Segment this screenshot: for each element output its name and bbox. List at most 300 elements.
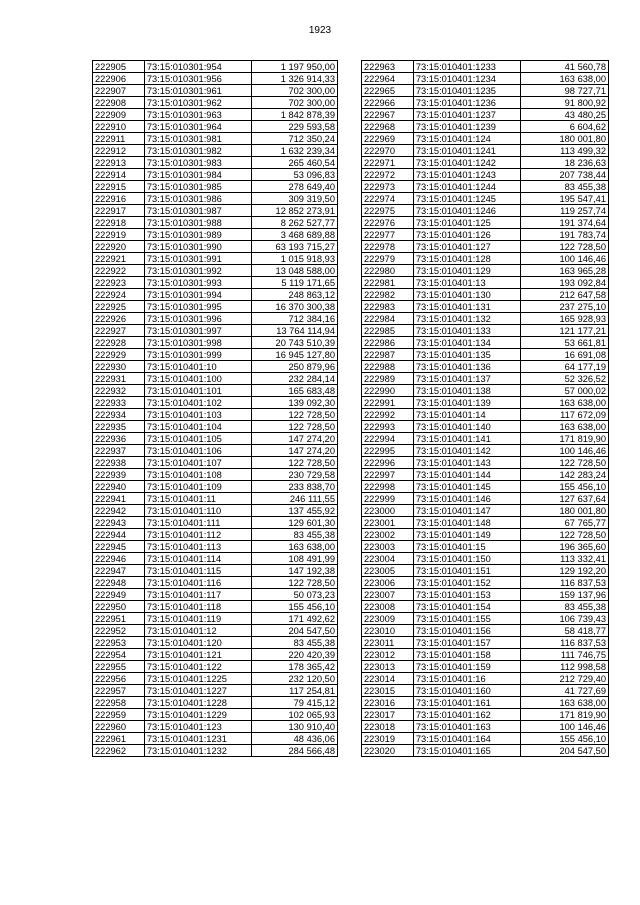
cadastral-value: 1 326 914,33	[251, 73, 337, 85]
row-number: 222959	[93, 709, 145, 721]
cadastral-number: 73:15:010401:1228	[144, 697, 251, 709]
table-row	[362, 733, 609, 745]
cadastral-number: 73:15:010401:139	[413, 397, 520, 409]
cadastral-value: 193 092,84	[520, 277, 608, 289]
table-row	[93, 481, 338, 493]
cadastral-value: 237 275,10	[520, 301, 608, 313]
row-number: 223004	[362, 553, 414, 565]
cadastral-value: 1 015 918,93	[251, 253, 337, 265]
row-number: 222927	[93, 325, 145, 337]
table-row	[93, 265, 338, 277]
cadastral-value: 163 965,28	[520, 265, 608, 277]
table-row	[93, 553, 338, 565]
row-number: 223011	[362, 637, 414, 649]
cadastral-number: 73:15:010301:983	[144, 157, 251, 169]
cadastral-table-right-body	[362, 61, 609, 757]
row-number: 222923	[93, 277, 145, 289]
cadastral-number: 73:15:010401:115	[144, 565, 251, 577]
cadastral-value: 246 111,55	[251, 493, 337, 505]
cadastral-value: 83 455,38	[251, 529, 337, 541]
table-row	[93, 529, 338, 541]
page-number: 1923	[308, 25, 332, 36]
cadastral-value: 165 928,93	[520, 313, 608, 325]
cadastral-number: 73:15:010301:994	[144, 289, 251, 301]
cadastral-value: 163 638,00	[520, 421, 608, 433]
row-number: 222990	[362, 385, 414, 397]
cadastral-table-left-body	[93, 61, 338, 757]
cadastral-value: 309 319,50	[251, 193, 337, 205]
cadastral-value: 122 728,50	[520, 241, 608, 253]
table-row	[93, 601, 338, 613]
table-row	[93, 241, 338, 253]
cadastral-number: 73:15:010301:998	[144, 337, 251, 349]
cadastral-value: 63 193 715,27	[251, 241, 337, 253]
cadastral-number: 73:15:010401:128	[413, 253, 520, 265]
table-row	[93, 517, 338, 529]
row-number: 222950	[93, 601, 145, 613]
table-row	[362, 349, 609, 361]
cadastral-number: 73:15:010401:108	[144, 469, 251, 481]
cadastral-number: 73:15:010401:156	[413, 625, 520, 637]
table-row	[362, 61, 609, 73]
table-row	[93, 565, 338, 577]
cadastral-number: 73:15:010401:146	[413, 493, 520, 505]
row-number: 222917	[93, 205, 145, 217]
table-row	[362, 397, 609, 409]
row-number: 222960	[93, 721, 145, 733]
table-row	[362, 577, 609, 589]
cadastral-value: 3 468 689,88	[251, 229, 337, 241]
cadastral-number: 73:15:010401:103	[144, 409, 251, 421]
cadastral-value: 137 455,92	[251, 505, 337, 517]
row-number: 222943	[93, 517, 145, 529]
cadastral-number: 73:15:010401:126	[413, 229, 520, 241]
row-number: 222962	[93, 745, 145, 757]
table-row	[362, 445, 609, 457]
cadastral-table-right	[361, 60, 609, 757]
table-row	[362, 289, 609, 301]
table-row	[93, 133, 338, 145]
cadastral-value: 13 048 588,00	[251, 265, 337, 277]
cadastral-value: 100 146,46	[520, 721, 608, 733]
row-number: 223006	[362, 577, 414, 589]
row-number: 222910	[93, 121, 145, 133]
table-row	[362, 553, 609, 565]
row-number: 223013	[362, 661, 414, 673]
row-number: 222997	[362, 469, 414, 481]
table-row	[93, 253, 338, 265]
cadastral-value: 64 177,19	[520, 361, 608, 373]
table-row	[362, 229, 609, 241]
cadastral-value: 165 683,48	[251, 385, 337, 397]
cadastral-value: 122 728,50	[520, 529, 608, 541]
cadastral-number: 73:15:010401:1242	[413, 157, 520, 169]
cadastral-number: 73:15:010401:120	[144, 637, 251, 649]
cadastral-value: 108 491,99	[251, 553, 337, 565]
table-row	[362, 205, 609, 217]
row-number: 223000	[362, 505, 414, 517]
cadastral-value: 57 000,02	[520, 385, 608, 397]
cadastral-number: 73:15:010401:145	[413, 481, 520, 493]
row-number: 222963	[362, 61, 414, 73]
row-number: 222918	[93, 217, 145, 229]
cadastral-value: 91 800,92	[520, 97, 608, 109]
table-row	[93, 337, 338, 349]
cadastral-value: 98 727,71	[520, 85, 608, 97]
cadastral-value: 113 332,41	[520, 553, 608, 565]
table-row	[93, 445, 338, 457]
table-row	[93, 361, 338, 373]
cadastral-value: 113 499,32	[520, 145, 608, 157]
cadastral-number: 73:15:010401:165	[413, 745, 520, 757]
cadastral-number: 73:15:010301:995	[144, 301, 251, 313]
row-number: 222957	[93, 685, 145, 697]
cadastral-number: 73:15:010401:106	[144, 445, 251, 457]
cadastral-number: 73:15:010401:161	[413, 697, 520, 709]
cadastral-value: 248 863,12	[251, 289, 337, 301]
table-row	[362, 253, 609, 265]
row-number: 222931	[93, 373, 145, 385]
cadastral-number: 73:15:010401:157	[413, 637, 520, 649]
cadastral-number: 73:15:010401:124	[413, 133, 520, 145]
cadastral-value: 147 274,20	[251, 433, 337, 445]
cadastral-value: 1 197 950,00	[251, 61, 337, 73]
cadastral-number: 73:15:010401:100	[144, 373, 251, 385]
row-number: 222932	[93, 385, 145, 397]
cadastral-number: 73:15:010301:961	[144, 85, 251, 97]
cadastral-value: 139 092,30	[251, 397, 337, 409]
cadastral-number: 73:15:010301:984	[144, 169, 251, 181]
cadastral-number: 73:15:010301:991	[144, 253, 251, 265]
cadastral-number: 73:15:010401:1234	[413, 73, 520, 85]
row-number: 222968	[362, 121, 414, 133]
cadastral-value: 112 998,58	[520, 661, 608, 673]
cadastral-number: 73:15:010301:997	[144, 325, 251, 337]
row-number: 222916	[93, 193, 145, 205]
cadastral-number: 73:15:010401:1232	[144, 745, 251, 757]
table-row	[362, 673, 609, 685]
table-row	[362, 529, 609, 541]
cadastral-value: 41 727,69	[520, 685, 608, 697]
table-row	[362, 301, 609, 313]
cadastral-number: 73:15:010401:1227	[144, 685, 251, 697]
cadastral-number: 73:15:010401:12	[144, 625, 251, 637]
cadastral-number: 73:15:010401:1225	[144, 673, 251, 685]
row-number: 222948	[93, 577, 145, 589]
row-number: 222942	[93, 505, 145, 517]
cadastral-number: 73:15:010401:130	[413, 289, 520, 301]
row-number: 222964	[362, 73, 414, 85]
row-number: 222944	[93, 529, 145, 541]
row-number: 222956	[93, 673, 145, 685]
cadastral-value: 702 300,00	[251, 85, 337, 97]
cadastral-value: 122 728,50	[251, 409, 337, 421]
row-number: 223017	[362, 709, 414, 721]
table-row	[362, 433, 609, 445]
table-row	[362, 241, 609, 253]
table-row	[362, 685, 609, 697]
table-row	[93, 61, 338, 73]
cadastral-value: 117 254,81	[251, 685, 337, 697]
cadastral-number: 73:15:010301:956	[144, 73, 251, 85]
table-row	[362, 589, 609, 601]
cadastral-value: 67 765,77	[520, 517, 608, 529]
cadastral-value: 712 384,16	[251, 313, 337, 325]
cadastral-number: 73:15:010401:163	[413, 721, 520, 733]
table-row	[93, 661, 338, 673]
cadastral-number: 73:15:010301:989	[144, 229, 251, 241]
row-number: 222954	[93, 649, 145, 661]
table-row	[93, 589, 338, 601]
cadastral-number: 73:15:010301:996	[144, 313, 251, 325]
row-number: 222911	[93, 133, 145, 145]
cadastral-number: 73:15:010401:133	[413, 325, 520, 337]
cadastral-number: 73:15:010401:123	[144, 721, 251, 733]
cadastral-value: 163 638,00	[520, 73, 608, 85]
cadastral-value: 250 879,96	[251, 361, 337, 373]
table-row	[93, 205, 338, 217]
cadastral-number: 73:15:010401:136	[413, 361, 520, 373]
row-number: 222977	[362, 229, 414, 241]
row-number: 222972	[362, 169, 414, 181]
cadastral-value: 232 284,14	[251, 373, 337, 385]
table-row	[93, 217, 338, 229]
table-row	[93, 457, 338, 469]
cadastral-number: 73:15:010401:11	[144, 493, 251, 505]
cadastral-value: 117 672,09	[520, 409, 608, 421]
table-row	[362, 133, 609, 145]
cadastral-number: 73:15:010401:127	[413, 241, 520, 253]
cadastral-number: 73:15:010401:137	[413, 373, 520, 385]
cadastral-number: 73:15:010401:111	[144, 517, 251, 529]
cadastral-value: 6 604,62	[520, 121, 608, 133]
cadastral-value: 284 566,48	[251, 745, 337, 757]
row-number: 222955	[93, 661, 145, 673]
table-row	[93, 97, 338, 109]
row-number: 222983	[362, 301, 414, 313]
row-number: 222978	[362, 241, 414, 253]
row-number: 222906	[93, 73, 145, 85]
table-row	[93, 145, 338, 157]
cadastral-value: 155 456,10	[520, 481, 608, 493]
row-number: 222905	[93, 61, 145, 73]
table-row	[93, 421, 338, 433]
cadastral-value: 18 236,63	[520, 157, 608, 169]
cadastral-value: 16 370 300,38	[251, 301, 337, 313]
row-number: 222991	[362, 397, 414, 409]
row-number: 222952	[93, 625, 145, 637]
table-row	[93, 541, 338, 553]
cadastral-number: 73:15:010401:121	[144, 649, 251, 661]
cadastral-value: 163 638,00	[251, 541, 337, 553]
row-number: 222922	[93, 265, 145, 277]
row-number: 222985	[362, 325, 414, 337]
cadastral-value: 116 837,53	[520, 637, 608, 649]
cadastral-number: 73:15:010301:988	[144, 217, 251, 229]
row-number: 222981	[362, 277, 414, 289]
table-row	[362, 337, 609, 349]
table-row	[362, 145, 609, 157]
row-number: 223019	[362, 733, 414, 745]
row-number: 223018	[362, 721, 414, 733]
table-row	[362, 277, 609, 289]
table-row	[93, 493, 338, 505]
cadastral-number: 73:15:010301:985	[144, 181, 251, 193]
table-row	[362, 709, 609, 721]
table-row	[93, 85, 338, 97]
cadastral-number: 73:15:010401:1231	[144, 733, 251, 745]
table-row	[93, 277, 338, 289]
cadastral-value: 121 177,21	[520, 325, 608, 337]
table-row	[362, 409, 609, 421]
table-row	[362, 661, 609, 673]
row-number: 223001	[362, 517, 414, 529]
cadastral-value: 180 001,80	[520, 133, 608, 145]
cadastral-number: 73:15:010301:964	[144, 121, 251, 133]
row-number: 223003	[362, 541, 414, 553]
cadastral-number: 73:15:010401:154	[413, 601, 520, 613]
table-row	[93, 121, 338, 133]
table-row	[362, 421, 609, 433]
cadastral-value: 16 945 127,80	[251, 349, 337, 361]
cadastral-number: 73:15:010401:159	[413, 661, 520, 673]
cadastral-value: 1 842 878,39	[251, 109, 337, 121]
cadastral-value: 212 729,40	[520, 673, 608, 685]
row-number: 222989	[362, 373, 414, 385]
cadastral-value: 129 601,30	[251, 517, 337, 529]
row-number: 222980	[362, 265, 414, 277]
cadastral-number: 73:15:010401:149	[413, 529, 520, 541]
cadastral-value: 207 738,44	[520, 169, 608, 181]
row-number: 222907	[93, 85, 145, 97]
cadastral-number: 73:15:010401:151	[413, 565, 520, 577]
cadastral-number: 73:15:010401:107	[144, 457, 251, 469]
row-number: 223005	[362, 565, 414, 577]
table-row	[93, 385, 338, 397]
cadastral-value: 191 374,64	[520, 217, 608, 229]
cadastral-value: 147 274,20	[251, 445, 337, 457]
cadastral-value: 16 691,08	[520, 349, 608, 361]
cadastral-value: 43 480,25	[520, 109, 608, 121]
row-number: 223016	[362, 697, 414, 709]
cadastral-number: 73:15:010401:131	[413, 301, 520, 313]
cadastral-value: 119 257,74	[520, 205, 608, 217]
cadastral-value: 196 365,60	[520, 541, 608, 553]
cadastral-value: 232 120,50	[251, 673, 337, 685]
table-row	[93, 469, 338, 481]
row-number: 222933	[93, 397, 145, 409]
cadastral-value: 100 146,46	[520, 253, 608, 265]
table-row	[93, 301, 338, 313]
table-row	[93, 613, 338, 625]
cadastral-number: 73:15:010401:152	[413, 577, 520, 589]
cadastral-number: 73:15:010401:119	[144, 613, 251, 625]
row-number: 222936	[93, 433, 145, 445]
cadastral-value: 13 764 114,94	[251, 325, 337, 337]
cadastral-number: 73:15:010401:148	[413, 517, 520, 529]
row-number: 222993	[362, 421, 414, 433]
table-row	[362, 565, 609, 577]
table-row	[362, 385, 609, 397]
cadastral-value: 122 728,50	[251, 421, 337, 433]
cadastral-number: 73:15:010401:142	[413, 445, 520, 457]
cadastral-value: 122 728,50	[251, 577, 337, 589]
cadastral-value: 195 547,41	[520, 193, 608, 205]
table-row	[362, 613, 609, 625]
cadastral-number: 73:15:010401:109	[144, 481, 251, 493]
table-row	[362, 217, 609, 229]
cadastral-value: 53 096,83	[251, 169, 337, 181]
cadastral-number: 73:15:010301:981	[144, 133, 251, 145]
table-row	[93, 433, 338, 445]
table-row	[93, 349, 338, 361]
cadastral-number: 73:15:010401:162	[413, 709, 520, 721]
table-row	[93, 109, 338, 121]
cadastral-value: 265 460,54	[251, 157, 337, 169]
row-number: 222939	[93, 469, 145, 481]
row-number: 222938	[93, 457, 145, 469]
row-number: 222941	[93, 493, 145, 505]
row-number: 222979	[362, 253, 414, 265]
cadastral-number: 73:15:010401:1243	[413, 169, 520, 181]
cadastral-value: 5 119 171,65	[251, 277, 337, 289]
row-number: 222945	[93, 541, 145, 553]
cadastral-number: 73:15:010401:118	[144, 601, 251, 613]
cadastral-value: 702 300,00	[251, 97, 337, 109]
cadastral-number: 73:15:010301:987	[144, 205, 251, 217]
table-row	[362, 85, 609, 97]
cadastral-value: 155 456,10	[251, 601, 337, 613]
cadastral-number: 73:15:010401:140	[413, 421, 520, 433]
table-row	[93, 229, 338, 241]
row-number: 222973	[362, 181, 414, 193]
cadastral-number: 73:15:010401:101	[144, 385, 251, 397]
row-number: 222919	[93, 229, 145, 241]
cadastral-number: 73:15:010401:1236	[413, 97, 520, 109]
table-row	[93, 193, 338, 205]
cadastral-value: 12 852 273,91	[251, 205, 337, 217]
cadastral-value: 204 547,50	[251, 625, 337, 637]
table-row	[362, 265, 609, 277]
table-row	[93, 181, 338, 193]
row-number: 223014	[362, 673, 414, 685]
table-row	[362, 601, 609, 613]
cadastral-number: 73:15:010401:143	[413, 457, 520, 469]
row-number: 222935	[93, 421, 145, 433]
table-row	[362, 505, 609, 517]
cadastral-number: 73:15:010401:104	[144, 421, 251, 433]
cadastral-value: 129 192,20	[520, 565, 608, 577]
cadastral-value: 53 661,81	[520, 337, 608, 349]
table-row	[93, 157, 338, 169]
cadastral-value: 122 728,50	[520, 457, 608, 469]
table-row	[93, 733, 338, 745]
table-row	[362, 517, 609, 529]
cadastral-value: 171 819,90	[520, 709, 608, 721]
table-row	[362, 157, 609, 169]
cadastral-value: 116 837,53	[520, 577, 608, 589]
cadastral-number: 73:15:010401:1246	[413, 205, 520, 217]
cadastral-number: 73:15:010301:990	[144, 241, 251, 253]
cadastral-value: 712 350,24	[251, 133, 337, 145]
row-number: 222967	[362, 109, 414, 121]
table-row	[362, 325, 609, 337]
table-row	[362, 457, 609, 469]
cadastral-number: 73:15:010301:986	[144, 193, 251, 205]
row-number: 222961	[93, 733, 145, 745]
cadastral-value: 204 547,50	[520, 745, 608, 757]
row-number: 222984	[362, 313, 414, 325]
